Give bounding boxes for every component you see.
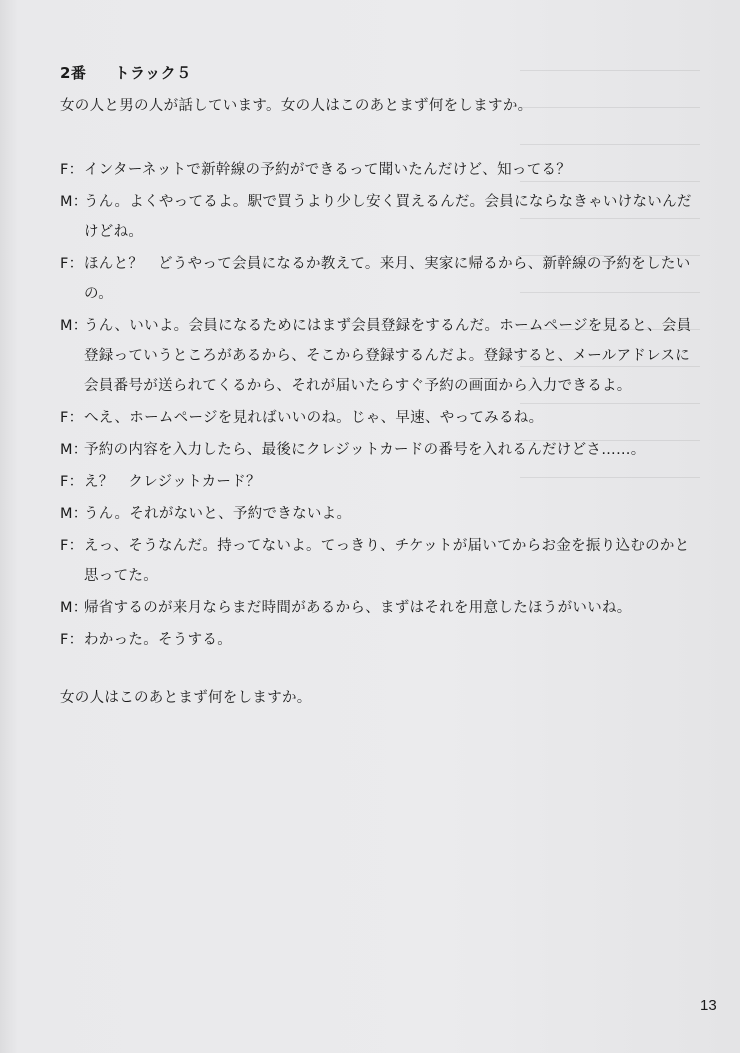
speaker-label: M： [60,506,88,522]
utterance: ほんと？ どうやって会員になるか教えて。来月、実家に帰るから、新幹線の予約をしたい [84,256,691,272]
dialogue-line [60,254,691,274]
utterance: 予約の内容を入力したら、最後にクレジットカードの番号を入れるんだけどさ……。 [84,442,646,458]
speaker-label: F： [60,256,84,272]
dialogue-line [60,440,680,460]
speaker-label: M： [60,194,88,210]
dialogue-line [60,472,680,492]
utterance: インターネットで新幹線の予約ができるって聞いたんだけど、知ってる？ [84,162,572,178]
dialogue-line [60,160,680,180]
intro-text: 女の人と男の人が話しています。女の人はこのあとまず何をしますか。 [60,98,533,114]
speaker-label: M： [60,600,88,616]
speaker-label: F： [60,474,84,490]
utterance: へえ、ホームページを見ればいいのね。じゃ、早速、やってみるね。 [84,410,544,426]
track-label: トラック５ [114,64,192,82]
utterance: えっ、そうなんだ。持ってないよ。てっきり、チケットが届いてからお金を振り込むのかと [84,538,690,554]
dialogue-line [60,598,680,618]
dialogue-line [60,192,692,212]
utterance: わかった。そうする。 [84,632,232,648]
page-number: 13 [700,997,717,1014]
utterance-continued: の。 [84,286,114,302]
utterance: え？ クレジットカード？ [84,474,261,490]
transcript [60,80,692,708]
dialogue-line [60,536,690,556]
dialogue-line [60,504,680,524]
utterance: 帰省するのが来月ならまだ時間があるから、まずはそれを用意したほうがいいね。 [84,600,632,616]
utterance-continued: 登録っていうところがあるから、そこから登録するんだよ。登録すると、メールアドレスに [84,348,691,364]
utterance-continued: けどね。 [84,224,144,240]
dialogue-line [60,630,680,650]
utterance-continued: 会員番号が送られてくるから、それが届いたらすぐ予約の画面から入力できるよ。 [84,378,632,394]
question-text: 女の人はこのあとまず何をしますか。 [60,690,312,706]
utterance: うん、いいよ。会員になるためにはまず会員登録をするんだ。ホームページを見ると、会員 [84,318,692,334]
speaker-label: M： [60,318,88,334]
dialogue-line [60,316,692,336]
speaker-label: M： [60,442,88,458]
speaker-label: F： [60,162,84,178]
utterance: うん。それがないと、予約できないよ。 [84,506,352,522]
speaker-label: F： [60,632,84,648]
speaker-label: F： [60,410,84,426]
question-number: 2番 [60,64,87,82]
dialogue-line [60,408,680,428]
utterance: うん。よくやってるよ。駅で買うより少し安く買えるんだ。会員にならなきゃいけないんだ [84,194,692,210]
speaker-label: F： [60,538,84,554]
utterance-continued: 思ってた。 [84,568,158,584]
